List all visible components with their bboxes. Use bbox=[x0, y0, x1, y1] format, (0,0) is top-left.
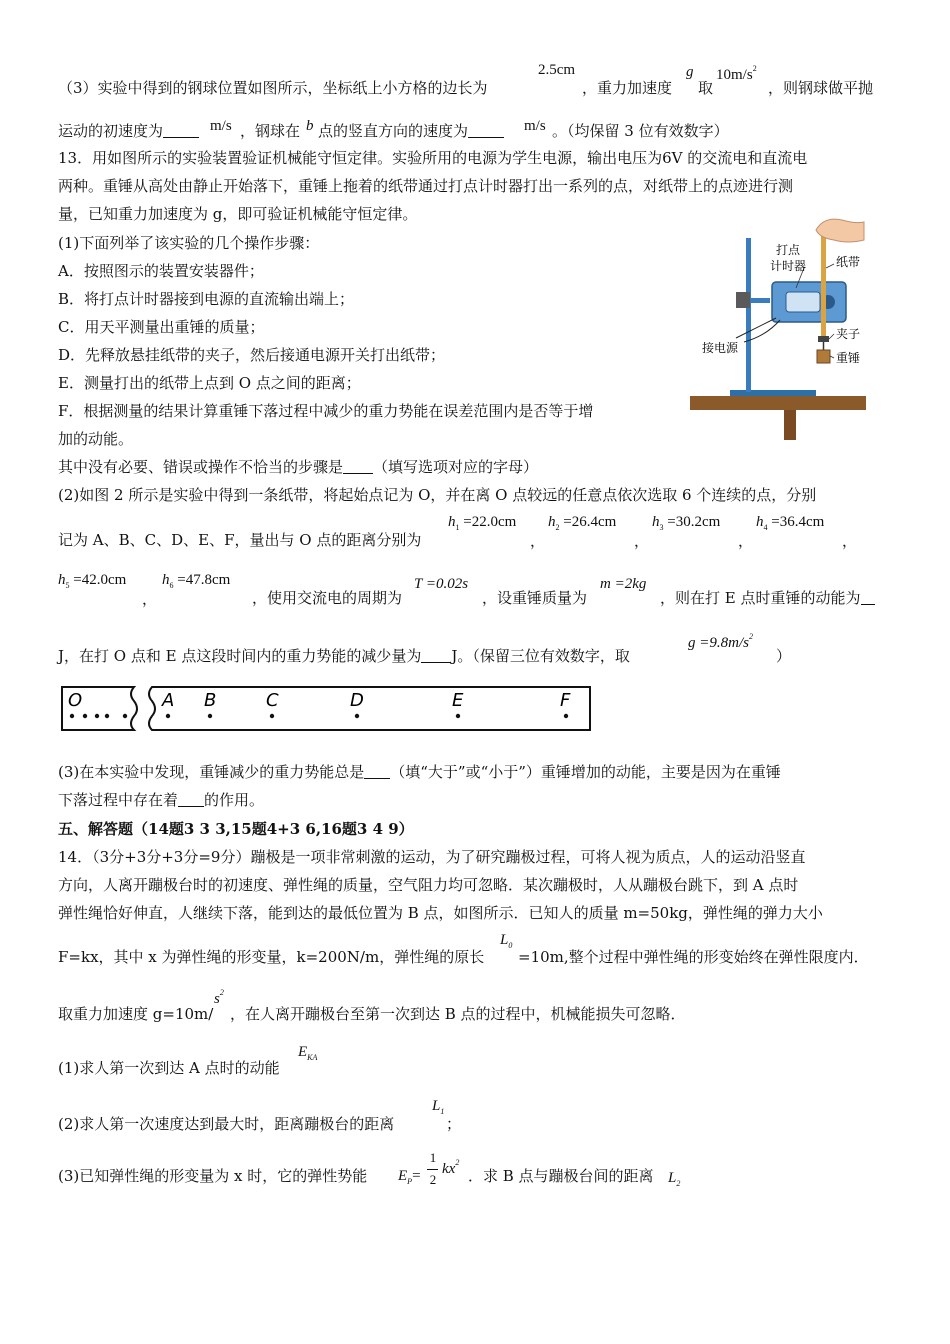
step-f: F．根据测量的结果计算重锤下落过程中减少的重力势能在误差范围内是否等于增 bbox=[58, 402, 594, 420]
L2-symbol bbox=[668, 1170, 680, 1188]
answer-blank[interactable] bbox=[421, 648, 451, 663]
text: 取 bbox=[698, 79, 714, 97]
g-symbol: g bbox=[686, 64, 694, 80]
q14-sub3-b: ．求 B 点与蹦极台间的距离 bbox=[468, 1167, 654, 1185]
q13-p2-line4-a bbox=[58, 646, 630, 666]
symbol: L bbox=[500, 932, 509, 948]
answer-blank[interactable] bbox=[178, 792, 204, 807]
index: P bbox=[407, 1177, 413, 1186]
text: （填写选项对应的字母） bbox=[373, 458, 539, 476]
frac-num: 1 bbox=[429, 1150, 437, 1165]
weight bbox=[817, 350, 830, 363]
wire bbox=[736, 318, 776, 338]
text: g =9.8m/s bbox=[688, 635, 749, 651]
comma: ， bbox=[738, 534, 754, 550]
q13-p2-line4-c: ） bbox=[776, 647, 792, 665]
text: （填“大于”或“小于”）重锤增加的动能，主要是因为在重锤 bbox=[390, 763, 781, 781]
q13-p1-title: (1)下面列举了该实验的几个操作步骤： bbox=[58, 234, 320, 252]
paper-tape bbox=[821, 228, 826, 340]
symbol: h bbox=[548, 514, 556, 530]
q14-line3: 弹性绳恰好伸直，人继续下落，能到达的最低位置为 B 点，如图所示．已知人的质量 m=50kg，弹性绳的弹力大小 bbox=[58, 904, 823, 922]
exponent: 2 bbox=[219, 988, 224, 997]
q13-p2-line3-a: ，使用交流电的周期为 bbox=[252, 589, 403, 607]
q13-p3-line2 bbox=[58, 790, 264, 810]
q12-line1 bbox=[58, 78, 488, 98]
symbol: L bbox=[432, 1098, 441, 1114]
text: 其中没有必要、错误或操作不恰当的步骤是 bbox=[58, 458, 344, 476]
index: 2 bbox=[555, 523, 560, 532]
q14-line4-a: F=kx，其中 x 为弹性绳的形变量，k=200N/m，弹性绳的原长 bbox=[58, 948, 485, 966]
h3-formula bbox=[652, 514, 720, 532]
text: kx bbox=[442, 1161, 456, 1177]
text: 运动的初速度为 bbox=[58, 122, 164, 140]
tape-dot bbox=[70, 714, 74, 718]
text: ，钢球在 bbox=[240, 122, 301, 140]
text: （3）实验中得到的钢球位置如图所示，坐标纸上小方格的边长为 bbox=[58, 79, 488, 97]
q14-line1: 14．（3分+3分+3分=9分）蹦极是一项非常刺激的运动，为了研究蹦极过程，可将人视为质点，人的运动沿竖直 bbox=[58, 848, 806, 866]
q12-line1-b bbox=[582, 78, 672, 98]
leader-line bbox=[829, 334, 834, 339]
tape-dot bbox=[123, 714, 127, 718]
symbol: E bbox=[398, 1168, 408, 1184]
value: =42.0cm bbox=[73, 572, 127, 588]
symbol: h bbox=[756, 514, 764, 530]
s2-symbol bbox=[214, 988, 224, 1008]
section5-title: 五、解答题（14题3 3 3,15题4+3 6,16题3 4 9） bbox=[58, 820, 414, 838]
index: 0 bbox=[508, 941, 513, 950]
h1-formula bbox=[448, 514, 516, 532]
leader-line bbox=[826, 264, 834, 268]
clip bbox=[818, 336, 829, 342]
h5-formula bbox=[58, 572, 126, 590]
q13-p2-line1: (2)如图 2 所示是实验中得到一条纸带，将起始点记为 O，并在离 O 点较远的任意点依次选取 6 个连续的点，分别 bbox=[58, 486, 817, 504]
q13-intro3: 量，已知重力加速度为 g，即可验证机械能守恒定律。 bbox=[58, 205, 418, 223]
label-clip: 夹子 bbox=[836, 327, 861, 341]
q14-line5-b: ，在人离开蹦极台至第一次到达 B 点的过程中，机械能损失可忽略． bbox=[230, 1005, 686, 1023]
q13-p1-question bbox=[58, 457, 538, 477]
value: =30.2cm bbox=[667, 514, 721, 530]
Eka-symbol bbox=[298, 1044, 317, 1062]
label-power: 接电源 bbox=[702, 341, 739, 355]
answer-blank[interactable] bbox=[468, 123, 504, 138]
timer-window bbox=[786, 292, 820, 312]
tape-dot-a bbox=[166, 714, 170, 718]
index: KA bbox=[307, 1053, 318, 1062]
text: J，在打 O 点和 E 点这段时间内的重力势能的减少量为 bbox=[58, 647, 422, 665]
h4-formula bbox=[756, 514, 824, 532]
step-a: A．按照图示的装置安装器件； bbox=[58, 262, 264, 280]
text: ，重力加速度 bbox=[582, 79, 673, 97]
frac-bar bbox=[427, 1169, 438, 1170]
text: ，则在打 E 点时重锤的动能为 bbox=[660, 589, 861, 607]
tape-label-d: D bbox=[350, 690, 364, 711]
label-timer2: 计时器 bbox=[770, 259, 807, 273]
step-d: D．先释放悬挂纸带的夹子，然后接通电源开关打出纸带； bbox=[58, 346, 446, 364]
text: ，则钢球做平抛 bbox=[768, 79, 874, 97]
q12-line2-d bbox=[552, 121, 729, 141]
q13-p2-line3-c bbox=[660, 588, 875, 608]
text: J。（保留三位有效数字，取 bbox=[451, 647, 630, 665]
value: =47.8cm bbox=[177, 572, 231, 588]
q14-line5 bbox=[58, 1004, 213, 1024]
apparatus-figure bbox=[688, 208, 870, 444]
value: =26.4cm bbox=[563, 514, 617, 530]
q13-p2-line2: 记为 A、B、C、D、E、F，量出与 O 点的距离分别为 bbox=[58, 531, 422, 549]
comma: ， bbox=[530, 534, 546, 550]
q13-intro1: 13．用如图所示的实验装置验证机械能守恒定律。实验所用的电源为学生电源，输出电压为6V 的交流电和直流电 bbox=[58, 149, 808, 167]
tape-label-c: C bbox=[266, 690, 279, 711]
symbol: h bbox=[162, 572, 170, 588]
q12-line2-c bbox=[318, 121, 504, 141]
tape-dot bbox=[105, 714, 109, 718]
comma: ， bbox=[634, 534, 650, 550]
step-c: C．用天平测量出重锤的质量； bbox=[58, 318, 265, 336]
q12-line1-c bbox=[698, 78, 713, 98]
text: 下落过程中存在着 bbox=[58, 791, 179, 809]
answer-blank[interactable] bbox=[364, 764, 390, 779]
leader-line bbox=[830, 356, 834, 358]
label-tape: 纸带 bbox=[836, 255, 861, 269]
label-timer: 打点 bbox=[776, 243, 801, 257]
q13-intro2: 两种。重锤从高处由静止开始落下，重锤上拖着的纸带通过打点计时器打出一系列的点，对纸带上的点迹进行测 bbox=[58, 177, 794, 195]
tape-label-f: F bbox=[560, 690, 571, 711]
q13-p2-line3-b: ，设重锤质量为 bbox=[482, 589, 588, 607]
index: 6 bbox=[169, 581, 174, 590]
q12-line2-b bbox=[240, 121, 300, 141]
q12-line2 bbox=[58, 121, 199, 141]
b-symbol: b bbox=[306, 118, 314, 134]
q14-sub3: (3)已知弹性绳的形变量为 x 时，它的弹性势能 bbox=[58, 1167, 368, 1185]
unit-ms-2: m/s bbox=[524, 118, 546, 134]
frac-den: 2 bbox=[429, 1172, 437, 1187]
Ep-symbol bbox=[398, 1168, 421, 1186]
index: 1 bbox=[440, 1107, 445, 1116]
tape-label-e: E bbox=[452, 690, 464, 711]
tape-dot-c bbox=[270, 714, 274, 718]
tape-dot-d bbox=[355, 714, 359, 718]
answer-blank[interactable] bbox=[861, 590, 875, 605]
L0-symbol bbox=[500, 932, 512, 950]
index: 3 bbox=[659, 523, 664, 532]
L1-symbol bbox=[432, 1098, 444, 1116]
symbol: h bbox=[58, 572, 66, 588]
index: 4 bbox=[763, 523, 768, 532]
symbol: h bbox=[652, 514, 660, 530]
mass-formula: m =2kg bbox=[600, 576, 647, 592]
tape-dot bbox=[95, 714, 99, 718]
q14-sub2-end: ； bbox=[446, 1115, 462, 1133]
text: (3)在本实验中发现，重锤减少的重力势能总是 bbox=[58, 763, 365, 781]
text: 10m/s bbox=[716, 67, 753, 83]
unit-ms-1: m/s bbox=[210, 118, 232, 134]
kx2-symbol bbox=[442, 1158, 459, 1178]
tape-dot-e bbox=[456, 714, 460, 718]
step-f-cont: 加的动能。 bbox=[58, 430, 134, 448]
tape-label-b: B bbox=[204, 690, 217, 711]
tape-label-a: A bbox=[162, 690, 175, 711]
index: 5 bbox=[65, 581, 70, 590]
text: 点的竖直方向的速度为 bbox=[318, 122, 469, 140]
exponent: 2 bbox=[752, 64, 757, 73]
q12-line1-d bbox=[768, 78, 873, 98]
tape-dot-b bbox=[208, 714, 212, 718]
table-leg bbox=[784, 410, 796, 440]
q14-sub2: (2)求人第一次速度达到最大时，距离蹦极台的距离 bbox=[58, 1115, 395, 1133]
step-e: E．测量打出的纸带上点到 O 点之间的距离； bbox=[58, 374, 361, 392]
symbol: s bbox=[214, 991, 220, 1007]
text: 。（均保留 3 位有效数字） bbox=[552, 122, 729, 140]
tape-dot bbox=[83, 714, 87, 718]
exponent: 2 bbox=[748, 632, 753, 641]
value: =22.0cm bbox=[463, 514, 517, 530]
clamp bbox=[736, 292, 750, 308]
text: 的作用。 bbox=[204, 791, 265, 809]
h6-formula bbox=[162, 572, 230, 590]
comma: ， bbox=[142, 592, 158, 608]
table-top bbox=[690, 396, 866, 410]
exponent: 2 bbox=[455, 1158, 460, 1167]
comma: ， bbox=[842, 534, 858, 550]
side-length: 2.5cm bbox=[538, 62, 576, 78]
answer-blank[interactable] bbox=[163, 123, 199, 138]
answer-blank[interactable] bbox=[343, 459, 373, 474]
value: =36.4cm bbox=[771, 514, 825, 530]
symbol: h bbox=[448, 514, 456, 530]
stand-base bbox=[730, 390, 816, 396]
q14-line4-b: =10m,整个过程中弹性绳的形变始终在弹性限度内． bbox=[518, 948, 869, 966]
g2-formula bbox=[688, 632, 753, 652]
text: 取重力加速度 g=10m/ bbox=[58, 1005, 214, 1023]
g-value bbox=[716, 64, 757, 84]
h2-formula bbox=[548, 514, 616, 532]
q14-sub1: (1)求人第一次到达 A 点时的动能 bbox=[58, 1059, 280, 1077]
paper-tape-figure bbox=[58, 684, 594, 734]
index: 1 bbox=[455, 523, 460, 532]
tape-label-o: O bbox=[68, 690, 83, 711]
label-weight: 重锤 bbox=[836, 351, 861, 365]
equals: = bbox=[412, 1168, 421, 1184]
index: 2 bbox=[676, 1179, 681, 1188]
period-formula: T =0.02s bbox=[414, 576, 469, 592]
symbol: L bbox=[668, 1170, 677, 1186]
symbol: E bbox=[298, 1044, 308, 1060]
q13-p3-line1 bbox=[58, 762, 781, 782]
tape-dot-f bbox=[564, 714, 568, 718]
q14-line2: 方向，人离开蹦极台时的初速度、弹性绳的质量，空气阻力均可忽略．某次蹦极时，人从蹦极台跳下，到 A 点时 bbox=[58, 876, 799, 894]
stand-rod bbox=[746, 238, 751, 392]
step-b: B．将打点计时器接到电源的直流输出端上； bbox=[58, 290, 355, 308]
